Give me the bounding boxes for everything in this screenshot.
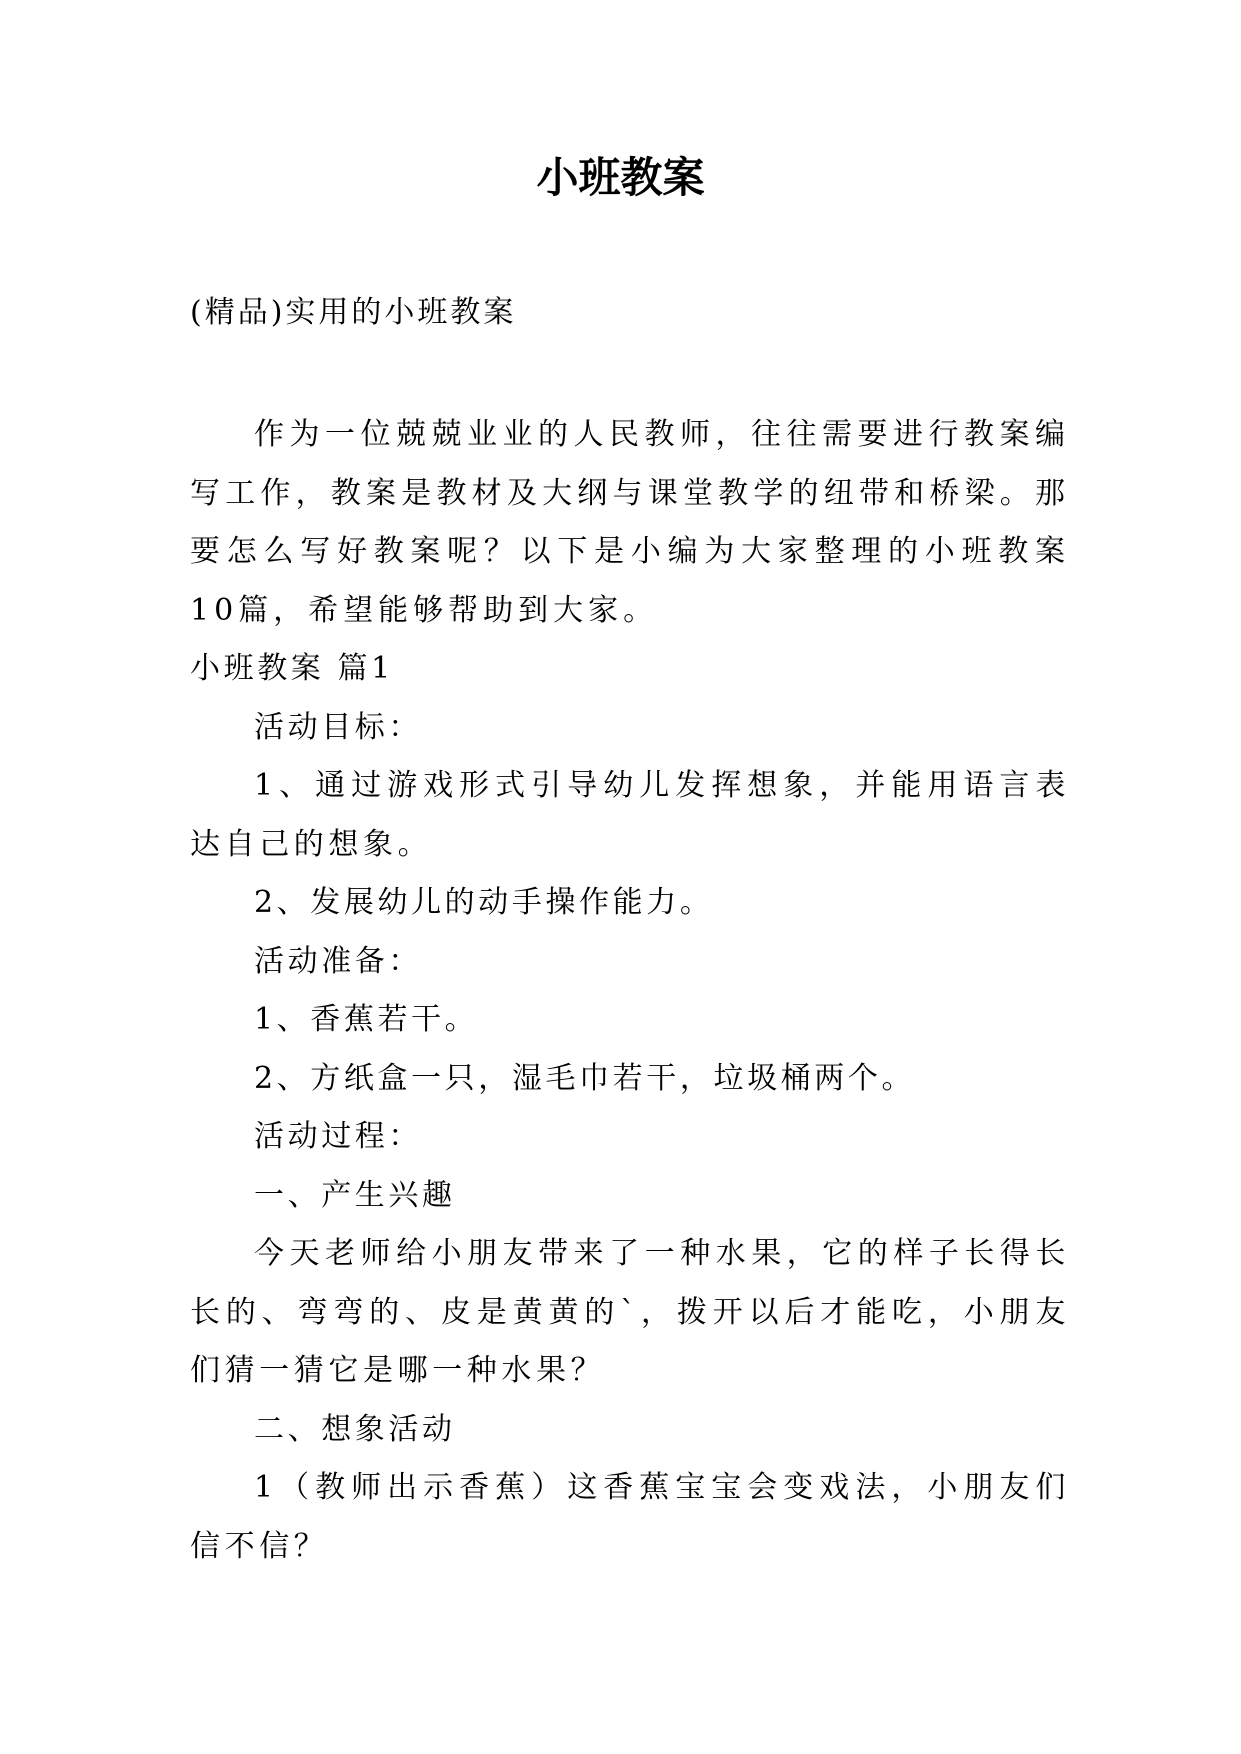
document-body [190,406,1070,1576]
prep-item-1: 1、香蕉若干。 [254,1002,479,1037]
prep-item-2: 2、方纸盒一只，湿毛巾若干，垃圾桶两个。 [254,1060,916,1096]
activity-prep-heading: 活动准备： [254,943,422,979]
process-step-1-text: 今天老师给小朋友带来了一种水果，它的样子长得长长的、弯弯的、皮是黄黄的`，拨开以后才能吃，小朋友们猜一猜它是哪一种水果？ [190,1236,1070,1388]
process-step-2-heading: 二、想象活动 [254,1411,456,1447]
goal-item-1: 1、通过游戏形式引导幼儿发挥想象，并能用语言表达自己的想象。 [190,768,1070,862]
activity-goals-heading: 活动目标： [254,709,422,745]
intro-paragraph: 作为一位兢兢业业的人民教师，往往需要进行教案编写工作，教案是教材及大纲与课堂教学的纽带和桥梁。那要怎么写好教案呢？以下是小编为大家整理的小班教案10篇，希望能够帮助到大家。 [190,417,1070,628]
activity-process-heading: 活动过程： [254,1119,422,1154]
goal-item-2: 2、发展幼儿的动手操作能力。 [254,885,714,920]
document-title: 小班教案 [536,153,705,202]
process-step-1-heading: 一、产生兴趣 [254,1177,456,1213]
section-heading: 小班教案 篇1 [190,651,394,686]
document-subtitle: (精品)实用的小班教案 [190,295,517,330]
process-step-2-text: 1（教师出示香蕉）这香蕉宝宝会变戏法，小朋友们信不信？ [190,1470,1070,1564]
